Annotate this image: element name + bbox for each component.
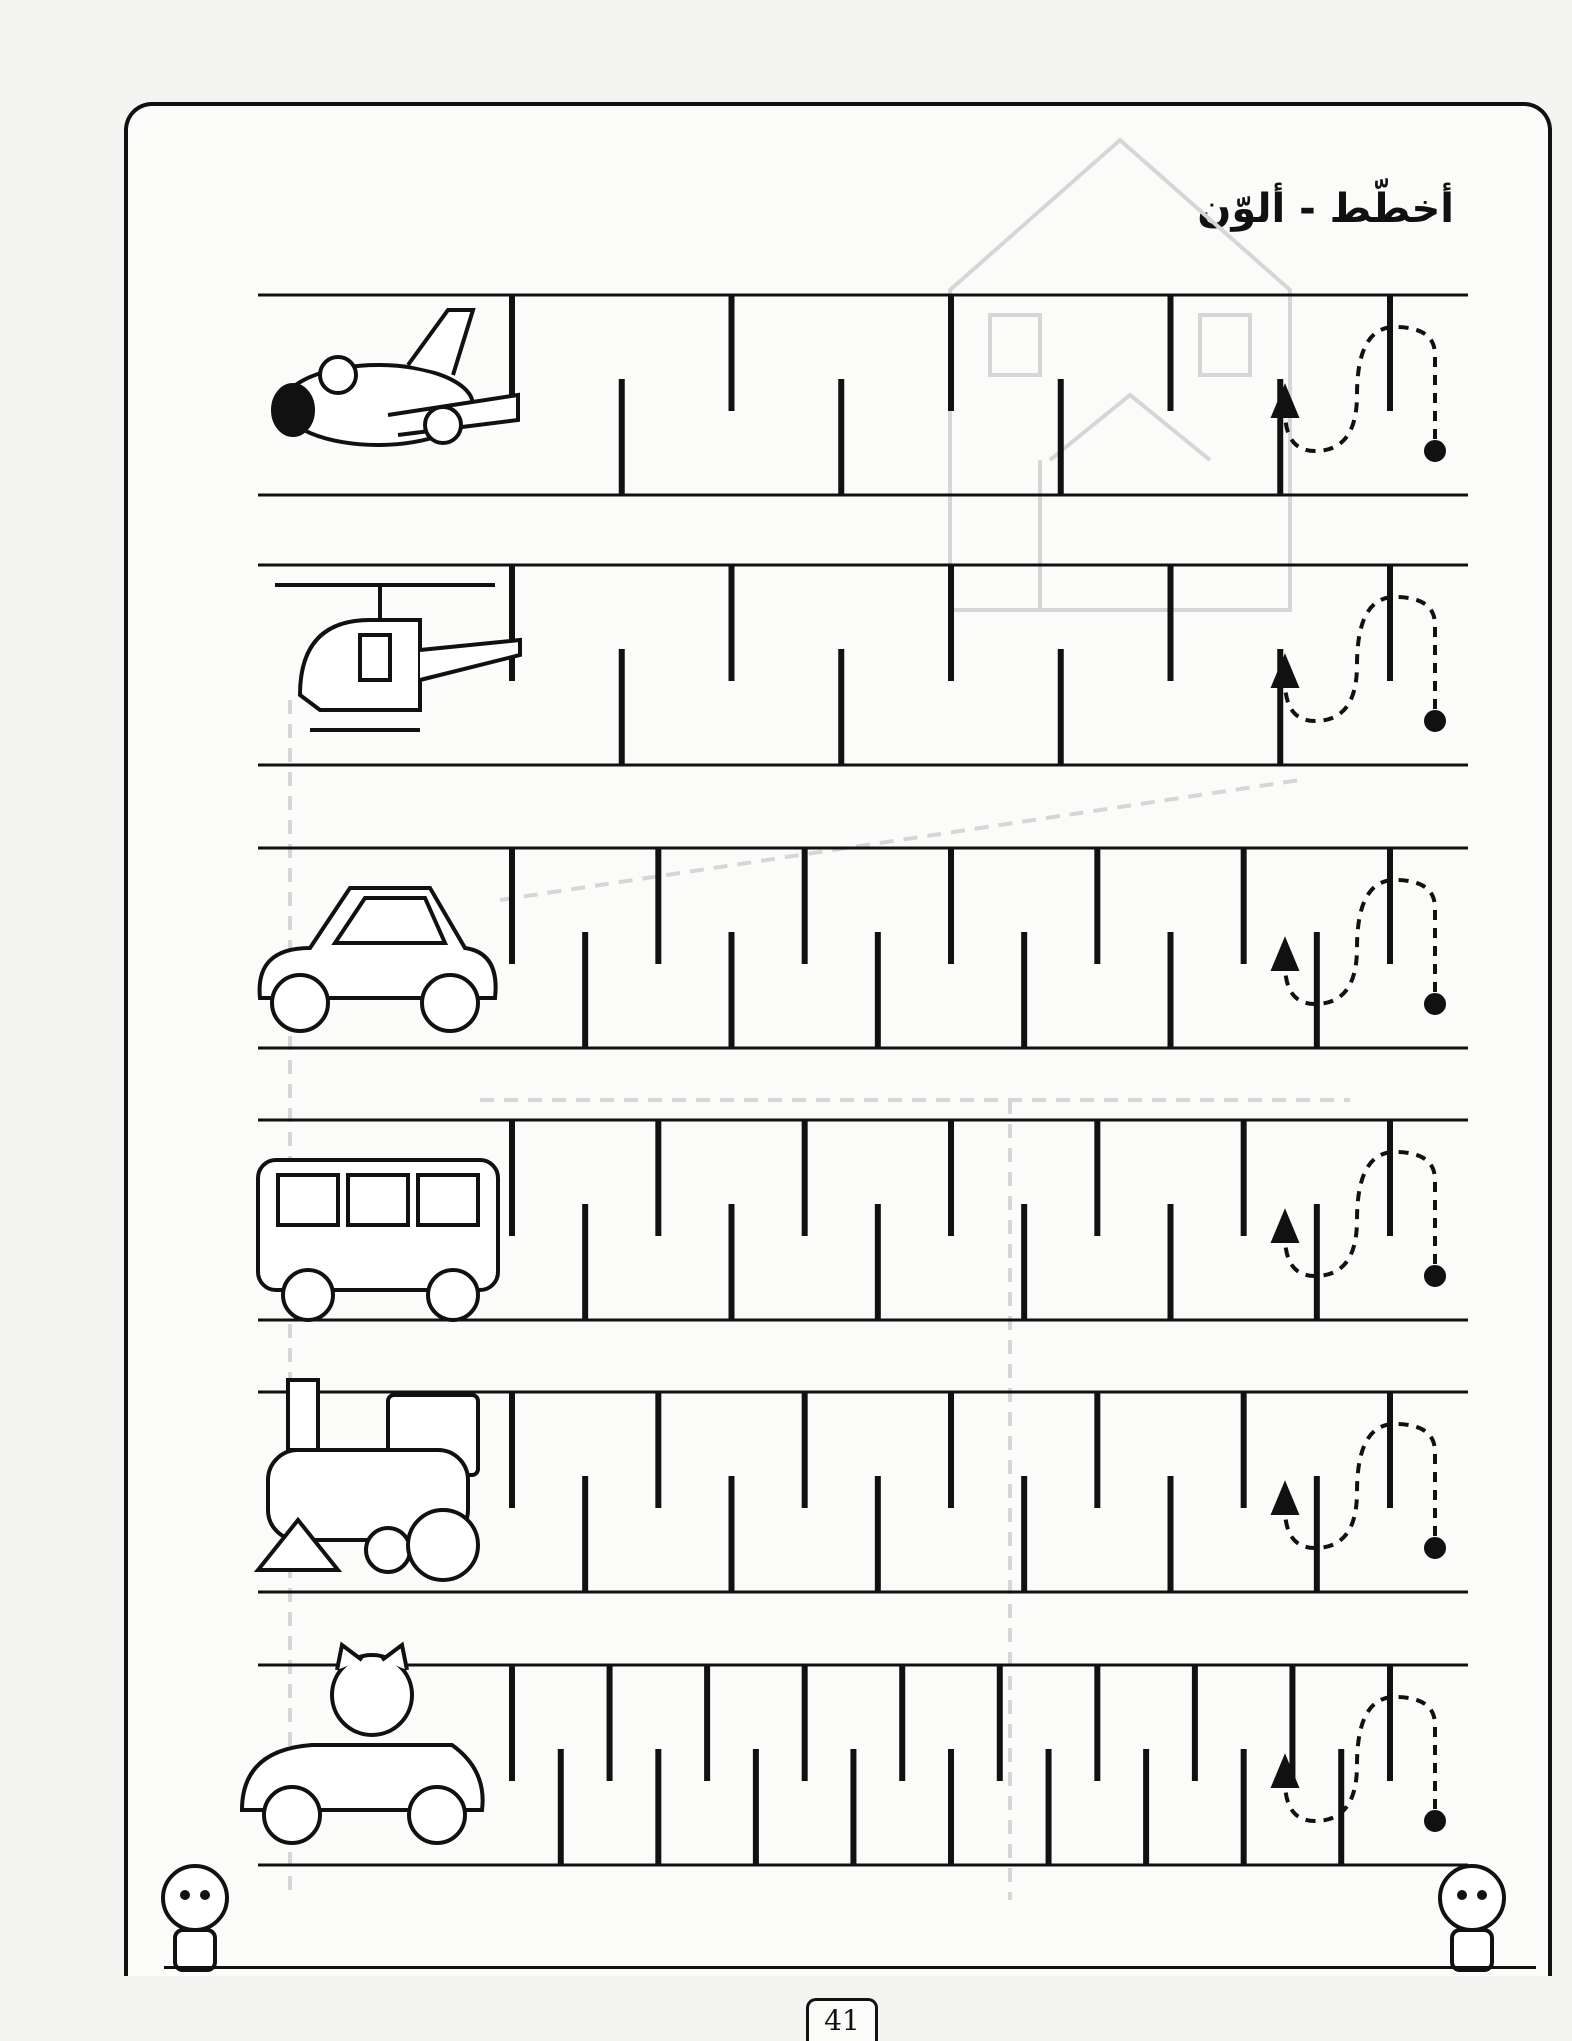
arrow-head xyxy=(1275,944,1295,968)
bus-icon xyxy=(258,1160,498,1320)
start-dot xyxy=(1427,1813,1443,1829)
start-dot xyxy=(1427,996,1443,1012)
start-dot xyxy=(1427,713,1443,729)
page-number: 41 xyxy=(806,1998,878,2041)
example-dashed-path xyxy=(1285,597,1435,721)
start-dot xyxy=(1427,1268,1443,1284)
car-icon xyxy=(260,888,496,1031)
girl-character-icon xyxy=(163,1866,227,1970)
boy-character-icon xyxy=(1440,1866,1504,1970)
arrow-head xyxy=(1275,1488,1295,1512)
start-dot xyxy=(1427,1540,1443,1556)
bottom-rule xyxy=(164,1966,1536,1969)
example-dashed-path xyxy=(1285,327,1435,451)
helicopter-icon xyxy=(275,585,520,730)
airplane-icon xyxy=(273,310,518,445)
arrow-head xyxy=(1275,1216,1295,1240)
example-dashed-path xyxy=(1285,1697,1435,1821)
example-dashed-path xyxy=(1285,880,1435,1004)
cat-car-icon xyxy=(242,1645,483,1843)
start-dot xyxy=(1427,443,1443,459)
page-title: أخطّط - ألوّن xyxy=(1197,186,1454,232)
example-dashed-path xyxy=(1285,1152,1435,1276)
example-dashed-path xyxy=(1285,1424,1435,1548)
train-icon xyxy=(258,1380,478,1580)
